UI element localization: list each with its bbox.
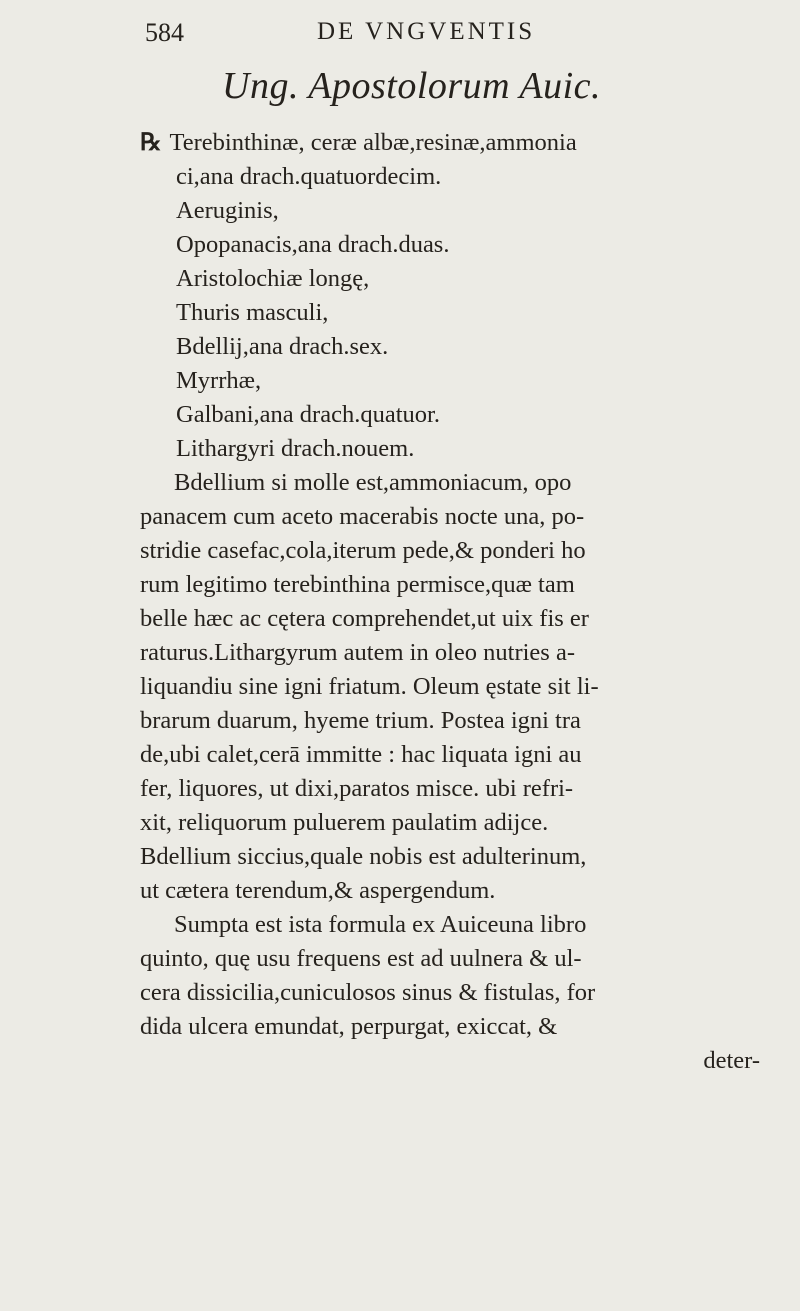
catchword: deter- [703,1047,760,1074]
page-header [145,14,760,54]
page-number: 584 [145,18,184,47]
text-line: dida ulcera emundat, perpurgat, exiccat, & [140,1013,558,1040]
text-line: ut cætera terendum,& aspergendum. [140,877,496,904]
text-line: xit, reliquorum puluerem paulatim adijce. [140,809,549,836]
text-line: quinto, quę usu frequens est ad uulnera & ul- [140,945,582,972]
text-line: Aeruginis, [176,197,279,224]
text-line: belle hæc ac cętera comprehendet,ut uix fis er [140,605,589,632]
text-line: Thuris masculi, [176,299,329,326]
text-line: rum legitimo terebinthina permisce,quæ tam [140,571,575,598]
text-line: ℞ Terebinthinæ, ceræ albæ,resinæ,ammonia [140,129,577,156]
paragraph-start: Sumpta est ista formula ex Auiceuna libro [174,911,587,938]
text-line: raturus.Lithargyrum autem in oleo nutries a- [140,639,575,666]
recipe-symbol: ℞ [140,130,162,156]
text-line: Bdellij,ana drach.sex. [176,333,389,360]
text-line: Lithargyri drach.nouem. [176,435,415,462]
text-line: Bdellium siccius,quale nobis est adulterinum, [140,843,587,870]
text-line: cera dissicilia,cuniculosos sinus & fistulas, for [140,979,596,1006]
text-line: ci,ana drach.quatuordecim. [176,163,442,190]
text-line: stridie casefac,cola,iterum pede,& ponderi ho [140,537,586,564]
text-line: liquandiu sine igni friatum. Oleum ęstate sit li- [140,673,599,700]
running-title: DE VNGVENTIS [317,18,536,45]
text-line: Aristolochiæ longę, [176,265,370,292]
text-line: de,ubi calet,cerā immitte : hac liquata igni au [140,741,582,768]
text-line: brarum duarum, hyeme trium. Postea igni tra [140,707,581,734]
text-line: Opopanacis,ana drach.duas. [176,231,450,258]
text-line: panacem cum aceto macerabis nocte una, po- [140,503,585,530]
paragraph-start: Bdellium si molle est,ammoniacum, opo [174,469,572,496]
text-line: fer, liquores, ut dixi,paratos misce. ubi refri- [140,775,574,802]
recipe-text [140,126,770,1078]
text-line: Myrrhæ, [176,367,262,394]
recipe-title: Ung. Apostolorum Auic. [222,65,602,107]
text-line: Galbani,ana drach.quatuor. [176,401,440,428]
